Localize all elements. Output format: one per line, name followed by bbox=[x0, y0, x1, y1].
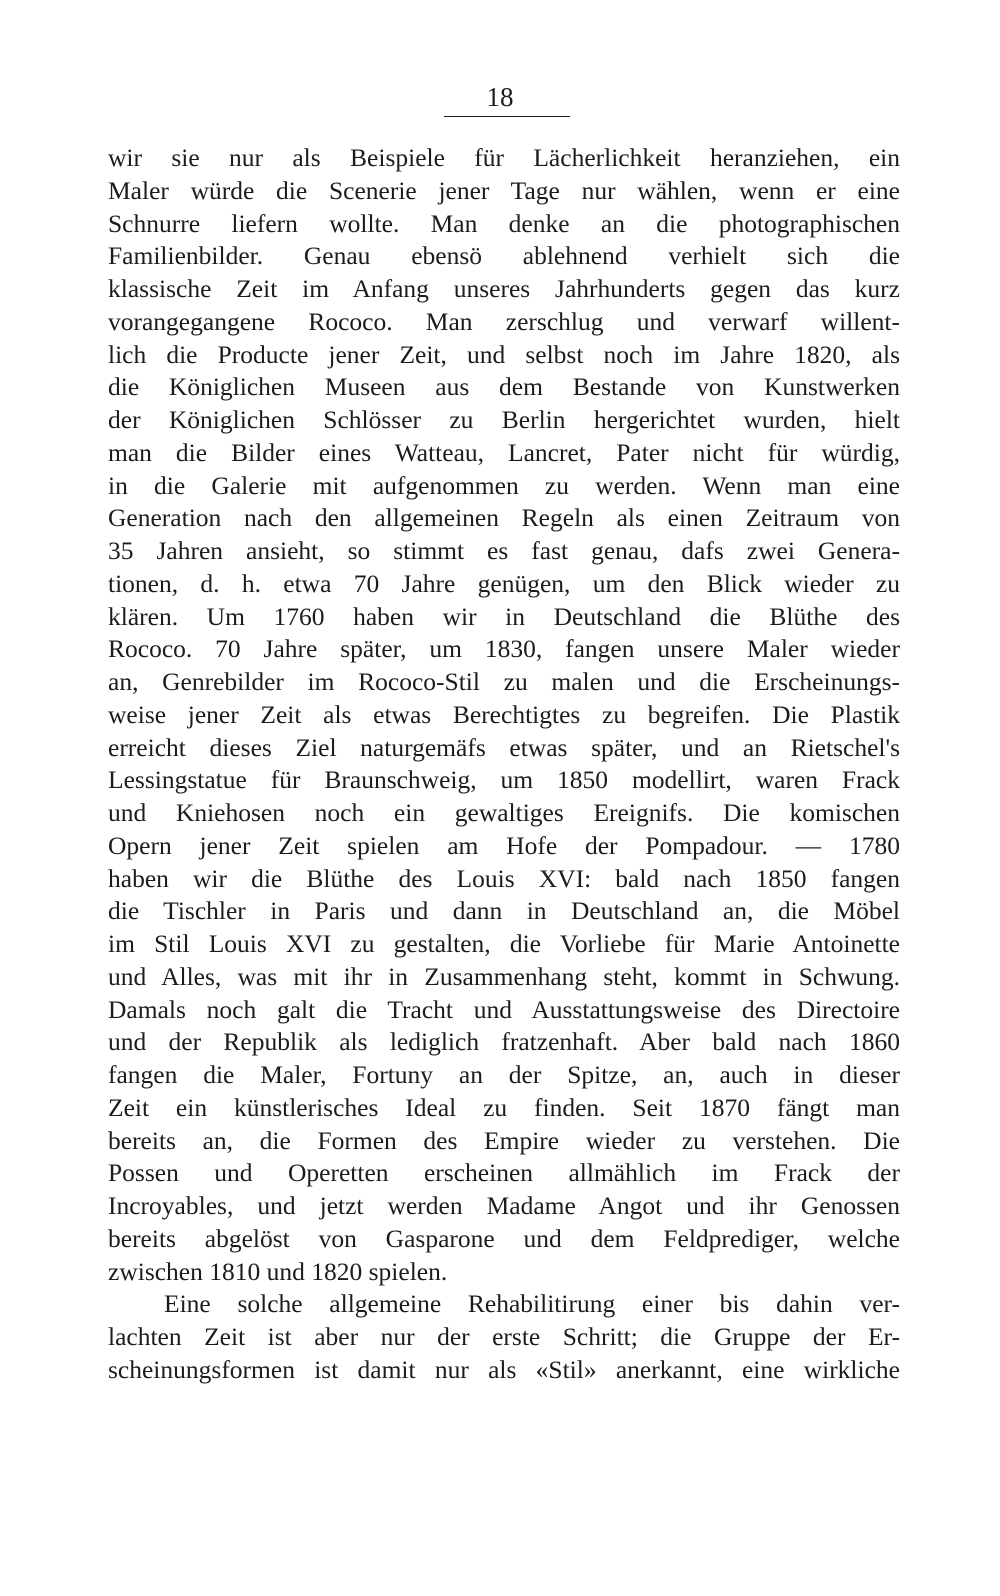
page-number: 18 bbox=[486, 82, 514, 112]
text-line: der Königlichen Schlösser zu Berlin hergerichtet wurden, hielt bbox=[108, 405, 900, 434]
header-rule bbox=[444, 116, 570, 117]
text-line: lachten Zeit ist aber nur der erste Schritt; die Gruppe der Er- bbox=[108, 1322, 900, 1351]
text-line: Generation nach den allgemeinen Regeln als einen Zeitraum von bbox=[108, 503, 900, 533]
text-line: Possen und Operetten erscheinen allmählich im Frack der bbox=[108, 1158, 900, 1188]
text-line: man die Bilder eines Watteau, Lancret, Pater nicht für würdig, bbox=[108, 437, 900, 467]
text-line: die Tischler in Paris und dann in Deutschland an, die Möbel bbox=[108, 896, 900, 926]
text-line: weise jener Zeit als etwas Berechtigtes zu begreifen. Die Plastik bbox=[108, 699, 900, 729]
paragraph-2 bbox=[108, 1288, 900, 1386]
text-line: zwischen 1810 und 1820 spielen. bbox=[108, 1256, 448, 1286]
text-line: Lessingstatue für Braunschweig, um 1850 modellirt, waren Frack bbox=[108, 765, 900, 795]
text-line: wir sie nur als Beispiele für Lächerlichkeit heranziehen, ein bbox=[108, 143, 900, 172]
text-line: scheinungsformen ist damit nur als «Stil» anerkannt, eine wirkliche bbox=[108, 1354, 900, 1384]
text-line: vorangegangene Rococo. Man zerschlug und verwarf willent- bbox=[108, 306, 900, 336]
text-line: an, Genrebilder im Rococo-Stil zu malen und die Erscheinungs- bbox=[108, 667, 900, 696]
paragraph-1 bbox=[108, 142, 900, 1288]
text-line: Zeit ein künstlerisches Ideal zu finden. Seit 1870 fängt man bbox=[108, 1092, 900, 1122]
text-line: Rococo. 70 Jahre später, um 1830, fangen unsere Maler wieder bbox=[108, 634, 900, 664]
text-line: und Kniehosen noch ein gewaltiges Ereignifs. Die komischen bbox=[108, 798, 900, 827]
text-line: Familienbilder. Genau ebensö ablehnend verhielt sich die bbox=[108, 241, 900, 271]
text-line: Eine solche allgemeine Rehabilitirung einer bis dahin ver- bbox=[164, 1289, 900, 1319]
text-line: und der Republik als lediglich fratzenhaft. Aber bald nach 1860 bbox=[108, 1027, 900, 1057]
text-line: in die Galerie mit aufgenommen zu werden. Wenn man eine bbox=[108, 470, 900, 500]
text-line: Maler würde die Scenerie jener Tage nur wählen, wenn er eine bbox=[108, 175, 900, 205]
text-line: fangen die Maler, Fortuny an der Spitze, an, auch in dieser bbox=[108, 1060, 900, 1089]
text-line: Incroyables, und jetzt werden Madame Angot und ihr Genossen bbox=[108, 1191, 900, 1220]
text-line: klären. Um 1760 haben wir in Deutschland die Blüthe des bbox=[108, 601, 900, 631]
text-line: tionen, d. h. etwa 70 Jahre genügen, um den Blick wieder zu bbox=[108, 568, 900, 598]
text-line: Schnurre liefern wollte. Man denke an die photographischen bbox=[108, 208, 900, 238]
text-line: die Königlichen Museen aus dem Bestande von Kunstwerken bbox=[108, 372, 900, 402]
text-line: und Alles, was mit ihr in Zusammenhang steht, kommt in Schwung. bbox=[108, 961, 900, 991]
text-line: bereits an, die Formen des Empire wieder zu verstehen. Die bbox=[108, 1125, 900, 1155]
text-line: im Stil Louis XVI zu gestalten, die Vorliebe für Marie Antoinette bbox=[108, 929, 900, 958]
text-line: haben wir die Blüthe des Louis XVI: bald nach 1850 fangen bbox=[108, 863, 900, 893]
text-line: erreicht dieses Ziel naturgemäfs etwas später, und an Rietschel's bbox=[108, 732, 900, 762]
text-line: Opern jener Zeit spielen am Hofe der Pompadour. — 1780 bbox=[108, 830, 900, 860]
text-line: klassische Zeit im Anfang unseres Jahrhunderts gegen das kurz bbox=[108, 274, 900, 303]
body-text bbox=[108, 142, 900, 1387]
text-line: Damals noch galt die Tracht und Ausstattungsweise des Directoire bbox=[108, 994, 900, 1024]
text-line: lich die Producte jener Zeit, und selbst noch im Jahre 1820, als bbox=[108, 339, 900, 369]
text-line: bereits abgelöst von Gasparone und dem Feldprediger, welche bbox=[108, 1223, 900, 1253]
text-line: 35 Jahren ansieht, so stimmt es fast genau, dafs zwei Genera- bbox=[108, 536, 900, 565]
